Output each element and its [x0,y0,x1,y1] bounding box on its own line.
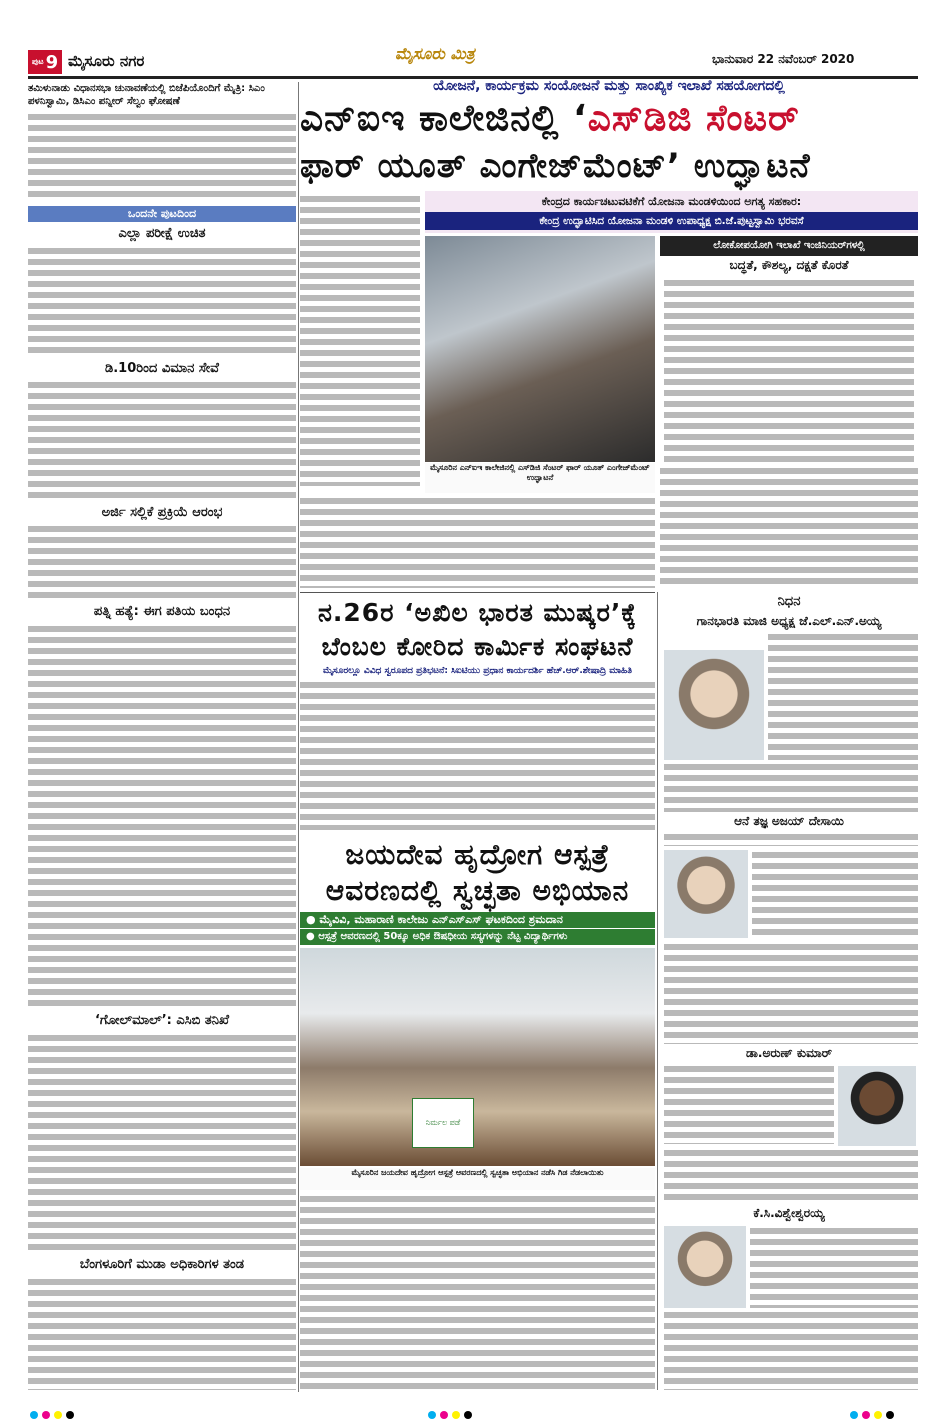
obit-body-4a [750,1226,918,1308]
left-head-5: ‘ಗೋಲ್‌ಮಾಲ್’: ಎಸಿಬಿ ತನಿಖೆ [94,1013,230,1028]
obit-photo-3 [838,1066,916,1146]
obit-photo-2 [664,850,748,938]
left-top-headline: ತಮಿಳುನಾಡು ವಿಧಾನಸಭಾ ಚುನಾವಣೆಯಲ್ಲಿ ಬಿಜೆಪಿಯೊಂದಿಗೆ ಮೈತ್ರಿ: ಸಿಎಂ ಪಳನಿಸ್ವಾಮಿ, ಡಿಸಿಎಂ ಪನ್ನೀರ್ ಸೆಲ್ವಂ ಘೋಷಣೆ [28,83,265,107]
lead-subhead-2: ಕೇಂದ್ರ ಉದ್ಘಾಟಿಸಿದ ಯೋಜನಾ ಮಂಡಳಿ ಉಪಾಧ್ಯಕ್ಷ ಬಿ.ಜೆ.ಪುಟ್ಟಸ್ವಾಮಿ ಭರವಸೆ [425,212,918,230]
lead-headline-part1: ಎನ್‌ಐಇ ಕಾಲೇಜಿನಲ್ಲಿ ‘ [300,98,588,139]
obit-photo-1 [664,650,764,760]
jayadeva-body [300,1194,655,1390]
obit-name-1: ಗಾನಭಾರತಿ ಮಾಜಿ ಅಧ್ಯಕ್ಷ ಜೆ.ಎಲ್.ಎನ್.ಅಯ್ಯ [696,614,882,628]
jayadeva-bar-2: ● ಆಸ್ಪತ್ರೆ ಆವರಣದಲ್ಲಿ 50ಕ್ಕೂ ಅಧಿಕ ಔಷಧೀಯ ಸಸ್ಯಗಳನ್ನು ನೆಟ್ಟ ವಿದ್ಯಾರ್ಥಿಗಳು [300,929,655,945]
obit-body-4b [664,1310,918,1390]
lead-body-col1 [300,194,420,486]
strike-headline-2: ಬೆಂಬಲ ಕೋರಿದ ಕಾರ್ಮಿಕ ಸಂಘಟನೆ [321,632,634,661]
masthead: ಮೈಸೂರು ಮಿತ್ರ [395,44,475,63]
left-head-3: ಅರ್ಜಿ ಸಲ್ಲಿಕೆ ಪ್ರಕ್ರಿಯೆ ಆರಂಭ [101,505,223,520]
lead-photo-caption: ಮೈಸೂರಿನ ಎನ್‌ಐಇ ಕಾಲೇಜಿನಲ್ಲಿ ಎಸ್‌ಡಿಜಿ ಸೆಂಟರ್ ಫಾರ್ ಯೂತ್ ಎಂಗೇಜ್‌ಮೆಂಟ್ ಉದ್ಘಾಟನೆ [425,463,655,493]
strike-headline-1: ನ.26ರ ‘ಅಖಿಲ ಭಾರತ ಮುಷ್ಕರ’ಕ್ಕೆ [318,598,637,627]
obit-body-1a [768,632,918,760]
photo-sign: ನಿರ್ಮಲ ಪಡೆ [412,1098,474,1148]
jayadeva-headline-1: ಜಯದೇವ ಹೃದ್ರೋಗ ಆಸ್ಪತ್ರೆ [345,838,610,871]
left-body-6 [28,1277,296,1390]
left-head-1: ಎಲ್ಲಾ ಪರೀಕ್ಷೆ ಉಚಿತ [118,226,206,241]
engineering-subhead: ಬದ್ಧತೆ, ಕೌಶಲ್ಯ, ದಕ್ಷತೆ ಕೊರತೆ [729,258,849,272]
strike-body [300,680,655,830]
lead-kicker: ಯೋಜನೆ, ಕಾರ್ಯಕ್ರಮ ಸಂಯೋಜನೆ ಮತ್ತು ಸಾಂಖ್ಯಿಕ ಇಲಾಖೆ ಸಹಯೋಗದಲ್ಲಿ [433,78,785,94]
jayadeva-headline-2: ಆವರಣದಲ್ಲಿ ಸ್ವಚ್ಛತಾ ಅಭಿಯಾನ [325,874,630,907]
engineering-body-2 [660,466,918,588]
left-body-2 [28,380,296,502]
left-top-body [28,112,296,202]
engineering-body [664,278,914,462]
obit-body-3a [664,1064,834,1144]
strike-rule [300,592,655,593]
issue-date: ಭಾನುವಾರ 22 ನವೆಂಬರ್ 2020 [712,52,855,66]
lead-headline-line2: ಫಾರ್ ಯೂತ್ ಎಂಗೇಜ್‌ಮೆಂಟ್’ ಉದ್ಘಾಟನೆ [300,146,811,186]
left-body-1 [28,246,296,358]
obit-title: ನಿಧನ [777,594,801,609]
engineering-bar: ಲೋಕೋಪಯೋಗಿ ಇಲಾಖೆ ಇಂಜಿನಿಯರ್‌ಗಳಲ್ಲಿ [660,236,918,256]
obit-body-2c [664,942,918,1044]
lead-photo [425,236,655,462]
print-marks-left [28,1404,76,1423]
section-name: ಮೈಸೂರು ನಗರ [68,52,145,70]
left-head-4: ಪತ್ನಿ ಹತ್ಯೆ: ಈಗ ಪತಿಯ ಬಂಧನ [93,604,231,619]
page-label: ಪುಟ [31,57,44,66]
jayadeva-photo-caption: ಮೈಸೂರಿನ ಜಯದೇವ ಹೃದ್ರೋಗ ಆಸ್ಪತ್ರೆ ಆವರಣದಲ್ಲಿ ಸ್ವಚ್ಛತಾ ಅಭಿಯಾನ ನಡೆಸಿ ಗಿಡ ನೆಡಲಾಯಿತು [300,1168,655,1190]
jayadeva-photo [300,948,655,1166]
strike-subline: ಮೈಸೂರಲ್ಲೂ ವಿವಿಧ ಸ್ವರೂಪದ ಪ್ರತಿಭಟನೆ: ಸಿಐಟಿಯು ಪ್ರಧಾನ ಕಾರ್ಯದರ್ಶಿ ಹೆಚ್.ಆರ್.ಶೇಷಾದ್ರಿ ಮಾಹಿತಿ [323,666,632,676]
obit-name-2: ಆನೆ ತಜ್ಞ ಅಜಯ್ ದೇಸಾಯಿ [734,814,844,828]
left-body-3 [28,524,296,602]
obit-rule [657,592,658,1390]
page-number-badge [28,50,62,74]
left-head-6: ಬೆಂಗಳೂರಿಗೆ ಮುಡಾ ಅಧಿಕಾರಿಗಳ ತಂಡ [79,1257,245,1272]
left-body-4 [28,624,296,1010]
left-head-2: ಡಿ.10ರಿಂದ ವಿಮಾನ ಸೇವೆ [105,361,219,376]
obit-body-1b [664,762,918,812]
obit-photo-4 [664,1226,746,1308]
print-marks-right [848,1404,896,1423]
obit-name-4: ಕೆ.ಸಿ.ವಿಶ್ವೇಶ್ವರಯ್ಯ [753,1206,825,1220]
column-rule [298,82,299,1392]
left-body-5 [28,1033,296,1255]
print-marks-center [426,1404,474,1423]
obit-name-3: ಡಾ.ಅರುಣ್ ಕುಮಾರ್ [746,1046,832,1060]
section-bar-continued: ಒಂದನೇ ಪುಟದಿಂದ [28,206,296,222]
lead-subhead-1: ಕೇಂದ್ರದ ಕಾರ್ಯಚಟುವಟಿಕೆಗೆ ಯೋಜನಾ ಮಂಡಳಿಯಿಂದ ಅಗತ್ಯ ಸಹಕಾರ: [425,191,918,233]
page-number: 9 [45,51,59,73]
jayadeva-bar-1: ● ಮೈವಿವಿ, ಮಹಾರಾಣಿ ಕಾಲೇಜು ಎನ್‌ಎಸ್‌ಎಸ್ ಘಟಕದಿಂದ ಶ್ರಮದಾನ [300,912,655,928]
lead-body-lower [300,496,655,588]
lead-headline-red: ಎಸ್‌ಡಿಜಿ ಸೆಂಟರ್ [587,98,800,139]
obit-body-3b [664,1148,918,1204]
lead-headline-line1 [300,98,918,144]
obit-body-2b [752,850,918,938]
obit-body-2a [664,832,918,846]
